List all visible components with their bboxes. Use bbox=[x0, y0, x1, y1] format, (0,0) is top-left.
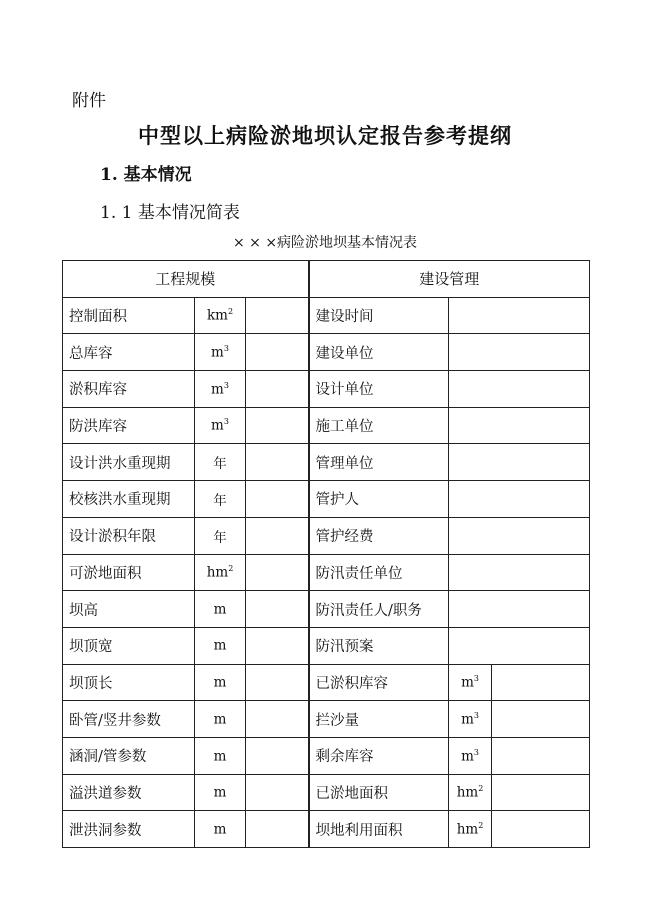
right-item-label: 已淤地面积 bbox=[309, 774, 449, 811]
right-unit-cell bbox=[449, 664, 492, 701]
right-value-cell bbox=[449, 297, 590, 334]
left-unit-cell bbox=[195, 774, 246, 811]
left-value-cell bbox=[246, 481, 309, 518]
left-item-label: 防洪库容 bbox=[63, 407, 195, 444]
table-row bbox=[63, 737, 590, 774]
table-row bbox=[63, 481, 590, 518]
right-item-label: 防汛预案 bbox=[309, 627, 449, 664]
table-row bbox=[63, 444, 590, 481]
right-unit-cell bbox=[449, 701, 492, 738]
left-value-cell bbox=[246, 591, 309, 628]
left-unit-exponent: 2 bbox=[228, 564, 234, 574]
left-item-label: 卧管/竖井参数 bbox=[63, 701, 195, 738]
left-item-label: 控制面积 bbox=[63, 297, 195, 334]
right-item-label: 管护经费 bbox=[309, 517, 449, 554]
right-item-label: 拦沙量 bbox=[309, 701, 449, 738]
right-value-cell bbox=[492, 811, 590, 848]
left-value-cell bbox=[246, 517, 309, 554]
right-value-cell bbox=[449, 334, 590, 371]
left-unit-cell bbox=[195, 481, 246, 518]
left-unit-cell bbox=[195, 664, 246, 701]
basic-info-table bbox=[62, 260, 590, 848]
left-value-cell bbox=[246, 701, 309, 738]
left-unit-cell bbox=[195, 591, 246, 628]
left-unit: m bbox=[213, 821, 227, 838]
left-unit-cell bbox=[195, 737, 246, 774]
left-unit-exponent: 3 bbox=[223, 417, 229, 427]
right-value-cell bbox=[449, 627, 590, 664]
left-unit-cell bbox=[195, 811, 246, 848]
left-unit-cell bbox=[195, 444, 246, 481]
right-item-label: 管理单位 bbox=[309, 444, 449, 481]
right-value-cell bbox=[492, 737, 590, 774]
right-unit: m bbox=[461, 711, 474, 728]
right-item-label: 建设时间 bbox=[309, 297, 449, 334]
attachment-label: 附件 bbox=[72, 91, 106, 111]
table-row bbox=[63, 517, 590, 554]
left-value-cell bbox=[246, 811, 309, 848]
left-value-cell bbox=[246, 407, 309, 444]
left-item-label: 校核洪水重现期 bbox=[63, 481, 195, 518]
left-value-cell bbox=[246, 371, 309, 408]
right-value-cell bbox=[449, 371, 590, 408]
left-item-label: 坝高 bbox=[63, 591, 195, 628]
right-unit: m bbox=[461, 748, 474, 765]
left-unit-exponent: 3 bbox=[223, 380, 229, 390]
left-value-cell bbox=[246, 664, 309, 701]
right-value-cell bbox=[492, 774, 590, 811]
table-row bbox=[63, 591, 590, 628]
right-value-cell bbox=[449, 591, 590, 628]
left-unit-exponent: 2 bbox=[227, 307, 234, 317]
right-value-cell bbox=[492, 664, 590, 701]
left-item-label: 淤积库容 bbox=[63, 371, 195, 408]
right-item-label: 坝地利用面积 bbox=[309, 811, 449, 848]
right-value-cell bbox=[492, 701, 590, 738]
left-unit: km bbox=[206, 307, 228, 324]
engineering-scale-header: 工程规模 bbox=[63, 261, 309, 298]
left-value-cell bbox=[246, 627, 309, 664]
left-unit-cell bbox=[195, 371, 246, 408]
left-value-cell bbox=[246, 554, 309, 591]
right-value-cell bbox=[449, 407, 590, 444]
left-unit: m bbox=[213, 601, 227, 618]
left-item-label: 总库容 bbox=[63, 334, 195, 371]
left-unit: m bbox=[211, 344, 224, 361]
right-unit-cell bbox=[449, 774, 492, 811]
left-unit: m bbox=[213, 674, 227, 691]
right-item-label: 防汛责任人/职务 bbox=[309, 591, 449, 628]
left-item-label: 溢洪道参数 bbox=[63, 774, 195, 811]
right-item-label: 防汛责任单位 bbox=[309, 554, 449, 591]
left-unit-cell bbox=[195, 517, 246, 554]
left-unit-cell bbox=[195, 407, 246, 444]
left-unit-cell bbox=[195, 554, 246, 591]
table-row bbox=[63, 334, 590, 371]
right-item-label: 已淤积库容 bbox=[309, 664, 449, 701]
left-unit-cell bbox=[195, 297, 246, 334]
left-unit: 年 bbox=[213, 492, 227, 509]
left-item-label: 可淤地面积 bbox=[63, 554, 195, 591]
left-value-cell bbox=[246, 737, 309, 774]
table-header-row bbox=[63, 261, 590, 298]
left-unit-cell bbox=[195, 701, 246, 738]
left-unit: 年 bbox=[213, 456, 227, 473]
right-unit-exponent: 3 bbox=[473, 747, 479, 757]
right-unit: hm bbox=[456, 821, 479, 838]
left-unit: m bbox=[213, 711, 227, 728]
left-item-label: 泄洪洞参数 bbox=[63, 811, 195, 848]
table-caption: × × ×病险淤地坝基本情况表 bbox=[232, 235, 418, 251]
table-row bbox=[63, 297, 590, 334]
left-value-cell bbox=[246, 774, 309, 811]
right-item-label: 建设单位 bbox=[309, 334, 449, 371]
right-unit: m bbox=[461, 674, 474, 691]
right-item-label: 管护人 bbox=[309, 481, 449, 518]
left-unit: m bbox=[213, 637, 227, 654]
table-row bbox=[63, 774, 590, 811]
table-row bbox=[63, 407, 590, 444]
right-unit-exponent: 2 bbox=[478, 784, 484, 794]
right-item-label: 剩余库容 bbox=[309, 737, 449, 774]
left-unit-cell bbox=[195, 334, 246, 371]
right-value-cell bbox=[449, 517, 590, 554]
right-unit-exponent: 3 bbox=[473, 710, 479, 720]
right-item-label: 设计单位 bbox=[309, 371, 449, 408]
subsection-heading-summary-table: 1. 1 基本情况简表 bbox=[100, 203, 240, 223]
left-item-label: 设计洪水重现期 bbox=[63, 444, 195, 481]
left-unit: m bbox=[211, 417, 224, 434]
table-row bbox=[63, 664, 590, 701]
left-unit: hm bbox=[206, 564, 229, 581]
table-row bbox=[63, 811, 590, 848]
left-item-label: 涵洞/管参数 bbox=[63, 737, 195, 774]
left-item-label: 设计淤积年限 bbox=[63, 517, 195, 554]
left-value-cell bbox=[246, 334, 309, 371]
left-value-cell bbox=[246, 444, 309, 481]
table-row bbox=[63, 371, 590, 408]
left-unit-cell bbox=[195, 627, 246, 664]
table-row bbox=[63, 554, 590, 591]
left-item-label: 坝顶长 bbox=[63, 664, 195, 701]
left-value-cell bbox=[246, 297, 309, 334]
right-value-cell bbox=[449, 444, 590, 481]
right-unit-cell bbox=[449, 811, 492, 848]
right-unit-exponent: 2 bbox=[478, 820, 484, 830]
left-unit: m bbox=[213, 748, 227, 765]
table-row bbox=[63, 627, 590, 664]
right-value-cell bbox=[449, 481, 590, 518]
left-unit-exponent: 3 bbox=[223, 343, 229, 353]
left-item-label: 坝顶宽 bbox=[63, 627, 195, 664]
left-unit: m bbox=[213, 784, 227, 801]
right-value-cell bbox=[449, 554, 590, 591]
right-unit-exponent: 3 bbox=[473, 674, 479, 684]
document-title: 中型以上病险淤地坝认定报告参考提纲 bbox=[138, 123, 512, 148]
right-unit-cell bbox=[449, 737, 492, 774]
right-unit: hm bbox=[456, 784, 479, 801]
table-row bbox=[63, 701, 590, 738]
section-heading-basic-info: 1. 基本情况 bbox=[100, 165, 192, 185]
left-unit: 年 bbox=[213, 529, 227, 546]
left-unit: m bbox=[211, 381, 224, 398]
basic-info-table-body bbox=[63, 261, 590, 848]
construction-management-header: 建设管理 bbox=[309, 261, 590, 298]
right-item-label: 施工单位 bbox=[309, 407, 449, 444]
